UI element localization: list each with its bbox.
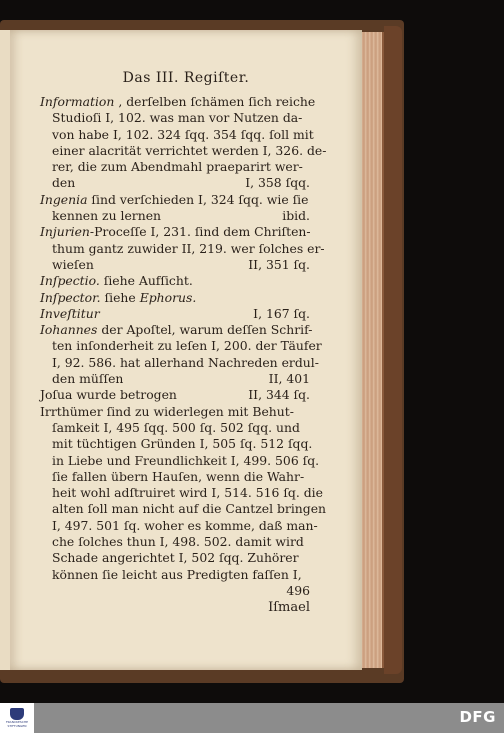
text-line xyxy=(40,322,313,338)
entry-term: Inſpectio. xyxy=(40,273,100,289)
entry-text: heit wohl adſtruiret wird I, 514. 516 ſq. die xyxy=(52,485,323,501)
text-line xyxy=(40,550,310,566)
entry-term: Inſpector. xyxy=(40,289,101,305)
page-reference: II, 401 xyxy=(268,371,310,387)
entry-text: in Liebe und Freundlichkeit I, 499. 506 ſq. xyxy=(52,452,320,468)
entry-text: Joſua wurde betrogen xyxy=(40,387,177,403)
text-line xyxy=(40,257,310,273)
page-fore-edge xyxy=(362,32,384,668)
entry-text: Schade angerichtet I, 502 ſqq. Zuhörer xyxy=(52,550,299,566)
page-reference: II, 344 ſq. xyxy=(248,387,310,403)
text-line xyxy=(40,534,310,550)
text-line xyxy=(40,175,310,191)
page-reference: II, 351 ſq. xyxy=(248,256,310,272)
entry-text: mit tüchtigen Gründen I, 505 ſq. 512 ſqq. xyxy=(52,436,313,452)
entry-term: Ingenia xyxy=(40,191,88,207)
entry-text: -Proceſſe I, 231. ſind dem Chriſten- xyxy=(89,224,311,240)
text-line xyxy=(40,436,313,452)
running-head: Das III. Regiſter. xyxy=(122,70,250,86)
text-line xyxy=(40,290,310,306)
franckesche-stiftungen-logo[interactable] xyxy=(0,703,34,733)
text-line xyxy=(40,583,310,599)
text-line xyxy=(40,338,322,354)
catchword: Iſmael xyxy=(268,600,310,616)
register-text xyxy=(40,94,327,617)
page-reference: 496 xyxy=(286,582,310,598)
text-line xyxy=(40,159,310,175)
text-line xyxy=(40,517,318,534)
entry-text: alten ſoll man nicht auf die Cantzel bringen xyxy=(52,501,327,517)
text-line xyxy=(40,273,310,289)
entry-text: ſie fallen übern Hauſen, wenn die Wahr- xyxy=(52,468,305,484)
cover-edge xyxy=(384,26,402,674)
entry-text: ſiehe xyxy=(100,289,140,305)
entry-term: Iohannes xyxy=(40,322,98,338)
page-reference: I, 358 ſqq. xyxy=(245,175,310,191)
entry-text: der Apoſtel, warum deſſen Schrif- xyxy=(97,322,313,338)
entry-text: ſiehe Aufſicht. xyxy=(99,273,193,289)
text-line xyxy=(40,387,310,403)
text-line xyxy=(40,420,310,436)
text-line xyxy=(40,485,323,501)
entry-text: I, 497. 501 ſq. woher es komme, daß man- xyxy=(52,517,318,533)
logo-text: FRANCKESCHE STIFTUNGEN xyxy=(5,720,29,728)
entry-text: einer alacrität verrichtet werden I, 326. de- xyxy=(52,142,327,158)
entry-text: können ſie leicht aus Predigten faſſen I, xyxy=(52,566,302,582)
entry-text: , derſelben ſchämen ſich reiche xyxy=(114,94,316,109)
entry-text: rer, die zum Abendmahl praeparirt wer- xyxy=(52,159,303,175)
entry-text: kennen zu lernen xyxy=(52,208,162,224)
text-line xyxy=(40,306,310,322)
text-line xyxy=(40,469,310,485)
text-line xyxy=(40,240,325,257)
text-line xyxy=(40,94,316,110)
entry-term: Inveſtitur xyxy=(40,305,100,321)
entry-text: che ſolches thun I, 498. 502. damit wird xyxy=(52,534,304,550)
entry-text: den xyxy=(52,175,76,191)
text-line xyxy=(40,452,320,469)
entry-text: ſamkeit I, 495 ſqq. 500 ſq. 502 ſqq. und xyxy=(52,419,300,435)
text-line xyxy=(40,142,327,159)
text-line xyxy=(40,192,310,208)
page-reference: ibid. xyxy=(282,208,310,224)
entry-text: von habe I, 102. 324 ſqq. 354 ſqq. ſoll mit xyxy=(52,126,314,142)
left-page-edge xyxy=(0,30,10,670)
text-line xyxy=(40,110,310,126)
entry-text: Irrthümer ſind zu widerlegen mit Behut- xyxy=(40,403,294,419)
text-line xyxy=(40,501,327,517)
text-line xyxy=(40,208,310,224)
entry-text: ſind verſchieden I, 324 ſqq. wie ſie xyxy=(87,191,309,207)
text-line xyxy=(40,567,310,583)
text-line xyxy=(40,354,319,371)
dfg-logo[interactable]: DFG xyxy=(459,708,496,726)
entry-term: Information xyxy=(40,94,115,109)
page-reference: I, 167 ſq. xyxy=(253,305,310,321)
entry-text: ten inſonderheit zu leſen I, 200. der Täufer xyxy=(52,338,322,354)
text-line xyxy=(40,224,310,240)
entry-term: Ephorus. xyxy=(139,289,197,305)
viewer-footer-bar xyxy=(0,703,504,733)
entry-text: thum gantz zuwider II, 219. wer ſolches er- xyxy=(52,240,325,256)
text-line xyxy=(40,126,314,143)
entry-text: den müſſen xyxy=(52,371,124,387)
entry-text: Studioſi I, 102. was man vor Nutzen da- xyxy=(52,110,303,126)
institution-logo-icon xyxy=(10,708,24,720)
entry-term: Injurien xyxy=(40,224,90,240)
entry-text: I, 92. 586. hat allerhand Nachreden erdul- xyxy=(52,354,319,370)
text-line xyxy=(40,404,310,420)
text-line xyxy=(40,371,310,387)
entry-text: wieſen xyxy=(52,256,94,272)
book-page xyxy=(10,30,362,670)
